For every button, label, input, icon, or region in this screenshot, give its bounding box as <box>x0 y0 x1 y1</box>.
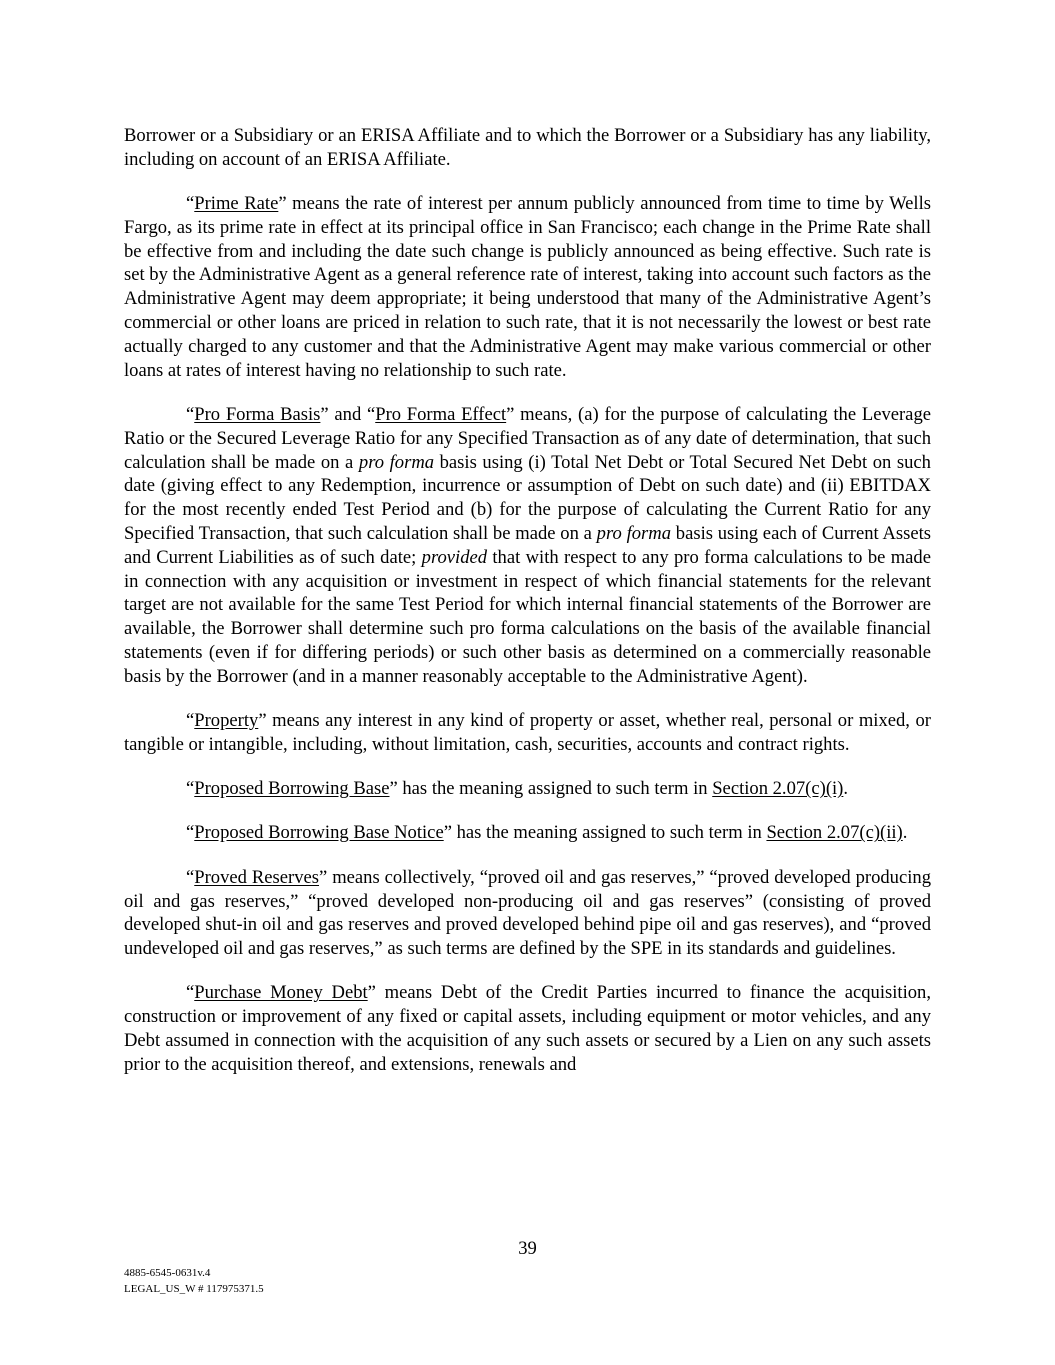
open-quote: “ <box>186 193 195 215</box>
italic-text: pro forma <box>596 522 672 544</box>
footer-legal-id: LEGAL_US_W # 117975371.5 <box>124 1283 264 1295</box>
section-reference: Section 2.07(c)(ii) <box>766 822 903 844</box>
defined-term: Pro Forma Effect <box>375 403 507 425</box>
definition-proposed-borrowing-base <box>124 777 931 801</box>
definition-text: . <box>902 822 908 844</box>
document-footer <box>124 1265 264 1297</box>
defined-term: Pro Forma Basis <box>194 403 321 425</box>
document-body <box>124 124 931 1097</box>
defined-term: Property <box>194 710 259 732</box>
open-quote: “ <box>186 822 195 844</box>
defined-term: Proposed Borrowing Base Notice <box>194 822 444 844</box>
open-quote: “ <box>186 778 195 800</box>
definition-purchase-money-debt <box>124 981 931 1076</box>
footer-doc-id: 4885-6545-0631v.4 <box>124 1267 211 1279</box>
italic-text: pro forma <box>358 451 435 473</box>
definition-text: ” has the meaning assigned to such term in <box>443 822 767 844</box>
definition-text: ” means collectively, “proved oil and gas reserves,” “proved developed producing oil and gas reserves,” “proved developed non-producing oil and gas reserves” (consisting of proved developed shut-in oil and gas reserves and proved developed behind pipe oil and gas reserves), and “proved undeveloped oil and gas reserves,” as such terms are defined by the SPE in its standards and guidelines. <box>124 866 931 960</box>
definition-text: . <box>843 778 849 800</box>
page-number: 39 <box>518 1238 537 1259</box>
definition-prime-rate <box>124 192 931 382</box>
definition-text: that with respect to any pro forma calculations to be made in connection with any acquisition or investment in respect of which financial statements for the relevant target are not available for the same Test Period for which internal financial statements of the Borrower are available, the Borrower shall determine such pro forma calculations on the basis of the available financial statements (even if for differing periods) or such other basis as determined on a commercially reasonable basis by the Borrower (and in a manner reasonably acceptable to the Administrative Agent). <box>124 546 931 687</box>
defined-term: Purchase Money Debt <box>194 982 368 1004</box>
open-quote: “ <box>186 403 195 425</box>
definition-proved-reserves <box>124 866 931 961</box>
definition-text: basis using (i) Total Net Debt or Total Secured Net Debt on such date (giving effect to any Redemption, incurrence or assumption of Debt on such date) and (ii) EBITDAX for the most recently ended Test Period and (b) for the purpose of calculating the Current Ratio for any Specified Transaction, that such calculation shall be made on a <box>124 451 931 544</box>
definition-text: ” means any interest in any kind of property or asset, whether real, personal or mixed, or tangible or intangible, including, without limitation, cash, securities, accounts and contract rights. <box>124 710 931 755</box>
defined-term: Proved Reserves <box>194 866 320 888</box>
open-quote: “ <box>186 982 195 1004</box>
definition-text: basis using each of Current Assets and Current Liabilities as of such date; <box>124 522 931 568</box>
open-quote: “ <box>186 710 195 732</box>
section-reference: Section 2.07(c)(i) <box>712 778 844 800</box>
defined-term: Prime Rate <box>194 193 279 215</box>
italic-text: provided <box>421 546 488 568</box>
defined-term: Proposed Borrowing Base <box>194 778 390 800</box>
definition-property <box>124 709 931 757</box>
definition-text: ” means, (a) for the purpose of calculating the Leverage Ratio or the Secured Leverage Ratio for any Specified Transaction as of any date of determination, that such calculation shall be made on a <box>124 403 931 473</box>
open-quote: “ <box>186 866 195 888</box>
definition-text: ” means Debt of the Credit Parties incurred to finance the acquisition, construction or improvement of any fixed or capital assets, including equipment or motor vehicles, and any Debt assumed in connection with the acquisition of any such assets or secured by a Lien on any such assets prior to the acquisition thereof, and extensions, renewals and <box>124 982 931 1075</box>
continuation-paragraph: Borrower or a Subsidiary or an ERISA Affiliate and to which the Borrower or a Subsidiary has any liability, including on account of an ERISA Affiliate. <box>124 125 931 170</box>
definition-text: ” and “ <box>320 403 376 425</box>
definition-text: ” has the meaning assigned to such term in <box>389 778 713 800</box>
definition-text: ” means the rate of interest per annum publicly announced from time to time by Wells Fargo, as its prime rate in effect at its principal office in San Francisco; each change in the Prime Rate shall be effective from and including the date such change is publicly announced as being effective. Such rate is set by the Administrative Agent as a general reference rate of interest, taking into account such factors as the Administrative Agent may deem appropriate; it being understood that many of the Administrative Agent’s commercial or other loans are priced in relation to such rate, that it is not necessarily the lowest or best rate actually charged to any customer and that the Administrative Agent may make various commercial or other loans at rates of interest having no relationship to such rate. <box>124 193 931 381</box>
definition-pro-forma <box>124 403 931 689</box>
definition-proposed-borrowing-base-notice <box>124 821 931 845</box>
